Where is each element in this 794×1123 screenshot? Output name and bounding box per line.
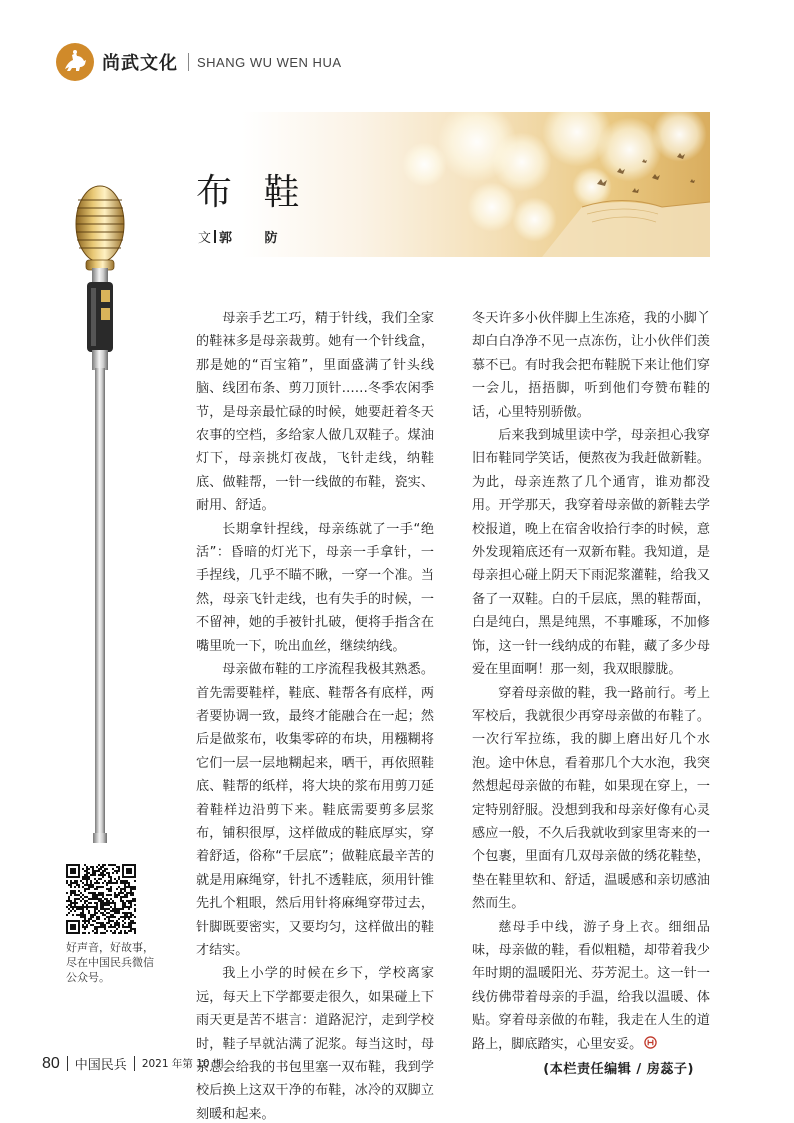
column-pinyin: SHANG WU WEN HUA (197, 54, 342, 70)
page-footer (42, 1054, 223, 1073)
editor-note: (本栏责任编辑 / 房蕊子) (543, 1062, 694, 1077)
footer-divider (67, 1056, 68, 1071)
byline-divider (214, 230, 216, 243)
paragraph: 穿着母亲做的鞋，我一路前行。考上军校后，我就很少再穿母亲做的布鞋了。一次行军拉练，我的脚上磨出好几个水泡。途中休息，看着那几个大水泡，我突然想起母亲做的布鞋，如果现在穿上，一定特别舒服。没想到我和母亲好像有心灵感应一般，不久后我就收到家里寄来的一个包裹，里面有几双母亲做的绣花鞋垫，垫在鞋里软和、舒适，温暖感和亲切感油然而生。 (472, 685, 710, 912)
byline-prefix: 文 (198, 231, 212, 246)
paragraph: 后来我到城里读中学，母亲担心我穿旧布鞋同学笑话，便熬夜为我赶做新鞋。为此，母亲连熬了几个通宵，谁劝都没用。开学那天，我穿着母亲做的新鞋去学校报道，晚上在宿舍收拾行李的时候，意外发现箱底还有一双新布鞋。我知道，是母亲担心碰上阴天下雨泥浆灌鞋，给我又备了一双鞋。白的千层底，黑的鞋帮面，白是纯白，黑是纯黑，不事雕琢，不加修饰，这一针一线纳成的布鞋，藏了多少母爱在里面啊！那一刻，我双眼朦胧。 (472, 428, 710, 678)
paragraph: 冬天许多小伙伴脚上生冻疮，我的小脚丫却白白净净不见一点冻伤，让小伙伴们羡慕不已。有时我会把布鞋脱下来让他们穿一会儿，捂捂脚，听到他们夸赞布鞋的话，心里特别骄傲。 (472, 311, 710, 420)
byline (198, 227, 292, 246)
qr-code-icon[interactable] (66, 864, 136, 934)
page-number: 80 (42, 1054, 60, 1072)
paragraph: 母亲手艺工巧，精于针线，我们全家的鞋袜多是母亲裁剪。她有一个针线盒，那是她的“百宝箱”，里面盛满了针头线脑、线团布条、剪刀顶针……冬季农闲季节，是母亲最忙碌的时候，她要赶着冬天农事的空档，多给家人做几双鞋子。煤油灯下，母亲挑灯夜战，飞针走线，纳鞋底、做鞋帮，一针一线做的布鞋，瓷实、耐用、舒适。 (196, 311, 434, 514)
header-divider (188, 53, 189, 71)
article-title: 布 鞋 (196, 172, 310, 213)
issue-label: 2021 年第 10 期 (141, 1058, 224, 1070)
qr-caption: 好声音，好故事，尽在中国民兵微信公众号。 (66, 941, 154, 984)
article-column-right (472, 307, 710, 1081)
horse-rider-emblem-icon (56, 43, 94, 81)
paragraph: 长期拿针捏线，母亲练就了一手“绝活”：昏暗的灯光下，母亲一手拿针，一手捏线，几乎不瞄不瞅，一穿一个准。当然，母亲飞针走线，也有失手的时候，一不留神，她的手被针扎破，便将手指含在嘴里吮一下，吮出血丝，继续纳线。 (196, 521, 434, 654)
paragraph: 我上小学的时候在乡下，学校离家远，每天上下学都要走很久，如果碰上下雨天更是苦不堪言：道路泥泞，走到学校时，鞋子早就沾满了泥浆。每当这时，母亲总会给我的书包里塞一双布鞋，我到学校后换上这双干净的布鞋，冰冷的双脚立刻暖和起来。 (196, 966, 434, 1122)
banner-illustration (242, 112, 710, 257)
paragraph-final (472, 916, 710, 1056)
paragraph-text: 慈母手中线，游子身上衣。细细品味，母亲做的鞋，看似粗糙，却带着我少年时期的温暖阳光、芬芳泥土。这一针一线仿佛带着母亲的手温，给我以温暖、体贴。穿着母亲做的布鞋，我走在人生的道路上，脚底踏实，心里安妥。 (472, 919, 710, 1052)
end-of-article-icon (644, 1036, 657, 1049)
column-header (56, 42, 342, 82)
magazine-name: 中国民兵 (74, 1058, 127, 1073)
paragraph: 母亲做布鞋的工序流程我极其熟悉。首先需要鞋样，鞋底、鞋帮各有底样，两者要协调一致，最终才能融合在一起；然后是做浆布，收集零碎的布块，用糨糊将它们一层一层地糊起来，晒干，再依照鞋底、鞋帮的纸样，将大块的浆布用剪刀延着鞋样边沿剪下来。鞋底需要剪多层浆布，铺积很厚，这样做成的鞋底厚实，穿着舒适，俗称“千层底”；做鞋底最辛苦的就是用麻绳穿，针扎不透鞋底，须用针锥先扎个粗眼，然后用针将麻绳穿带过去，针脚既要密实，又要均匀，这样做出的鞋才结实。 (196, 662, 434, 958)
footer-divider (134, 1056, 135, 1071)
article-column-left (196, 307, 434, 1123)
byline-author: 郭 防 (219, 231, 292, 246)
vintage-microphone-icon (70, 178, 130, 848)
column-title: 尚武文化 (102, 53, 178, 74)
